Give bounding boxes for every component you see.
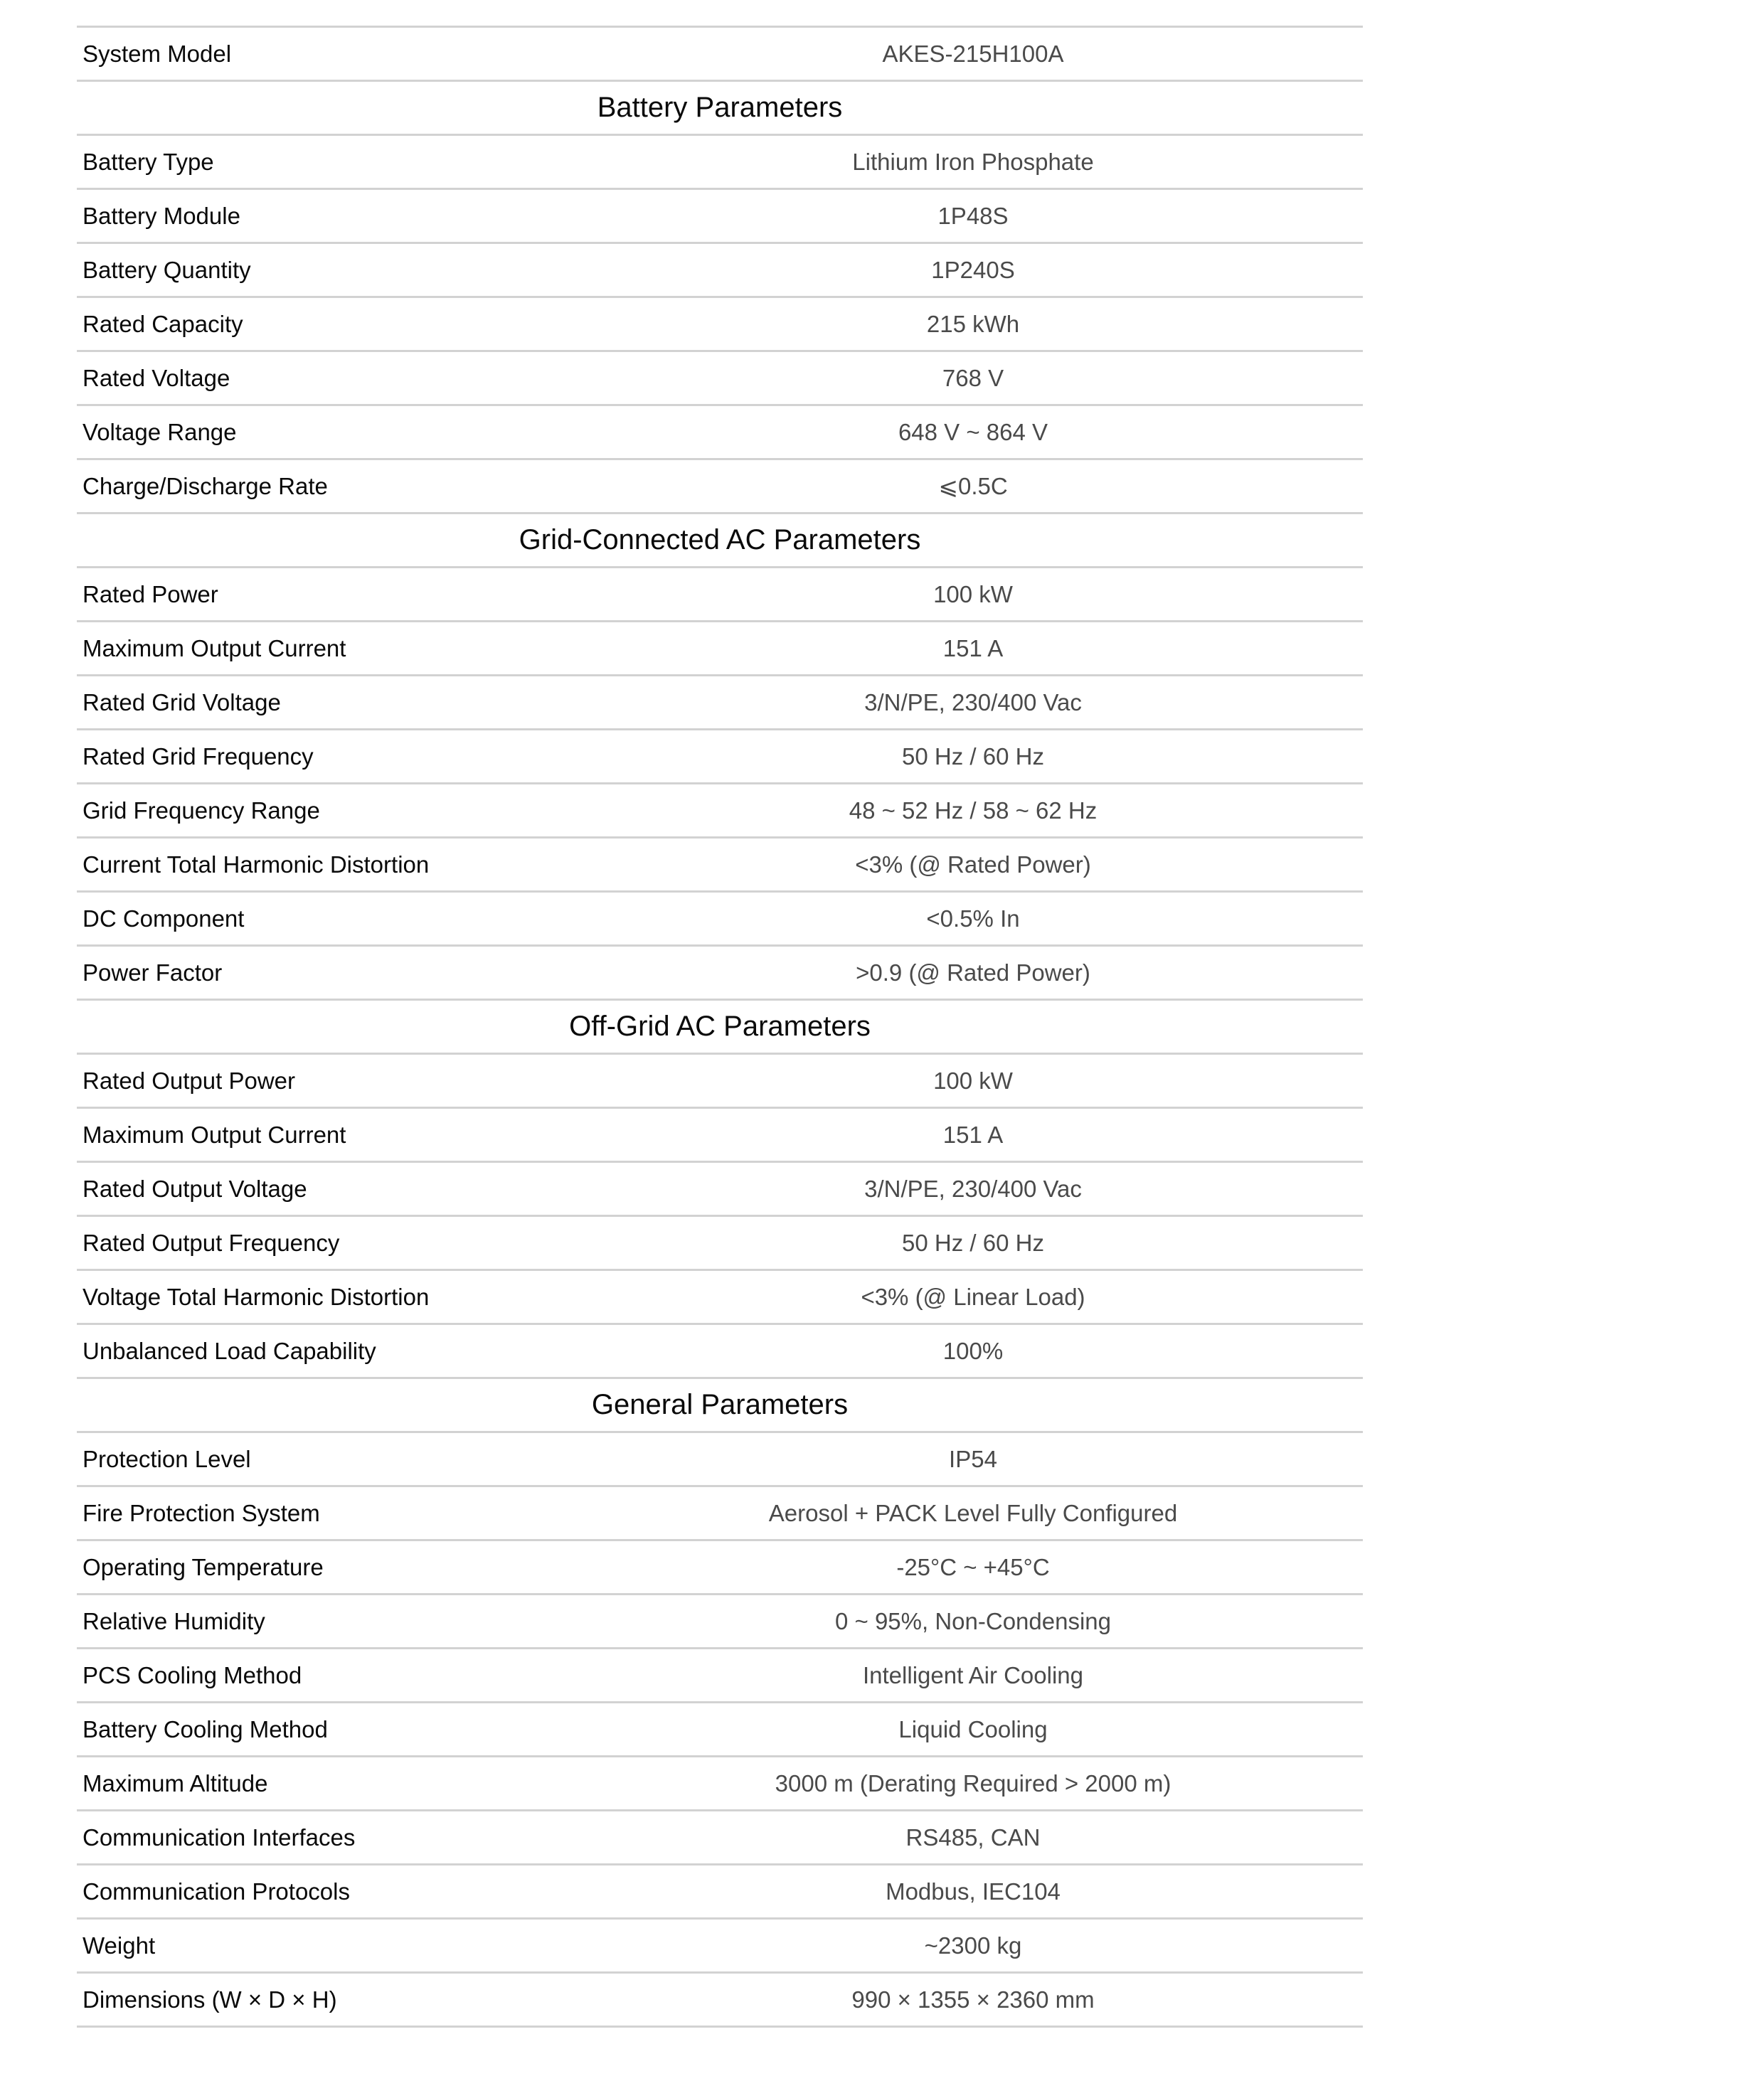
- table-row: [77, 135, 1363, 189]
- table-row: [77, 27, 1363, 81]
- row-value: <3% (@ Rated Power): [583, 838, 1363, 892]
- table-row: [77, 1919, 1363, 1973]
- row-value: 151 A: [583, 1108, 1363, 1162]
- row-label: DC Component: [77, 892, 583, 946]
- row-value: 1P240S: [583, 243, 1363, 297]
- row-value: IP54: [583, 1432, 1363, 1486]
- row-label: Relative Humidity: [77, 1595, 583, 1649]
- row-value: <0.5% In: [583, 892, 1363, 946]
- table-row: [77, 1324, 1363, 1378]
- row-label: Rated Grid Frequency: [77, 730, 583, 784]
- table-row: [77, 405, 1363, 459]
- row-label: Voltage Range: [77, 405, 583, 459]
- row-label: Protection Level: [77, 1432, 583, 1486]
- row-label: Weight: [77, 1919, 583, 1973]
- row-label: Communication Interfaces: [77, 1811, 583, 1865]
- row-label: Maximum Output Current: [77, 622, 583, 676]
- table-row: [77, 946, 1363, 1000]
- table-row: [77, 622, 1363, 676]
- table-row: [77, 1162, 1363, 1216]
- row-value: -25°C ~ +45°C: [583, 1540, 1363, 1595]
- row-value: 50 Hz / 60 Hz: [583, 730, 1363, 784]
- table-row: [77, 1811, 1363, 1865]
- row-label: Battery Cooling Method: [77, 1703, 583, 1757]
- section-title-battery: Battery Parameters: [77, 81, 1363, 135]
- row-value: 3000 m (Derating Required > 2000 m): [583, 1757, 1363, 1811]
- spec-table: [77, 26, 1363, 2028]
- table-row: [77, 459, 1363, 513]
- table-row: [77, 892, 1363, 946]
- row-label: Dimensions (W × D × H): [77, 1973, 583, 2027]
- row-label: Rated Output Voltage: [77, 1162, 583, 1216]
- row-value: 100 kW: [583, 568, 1363, 622]
- row-label: Maximum Altitude: [77, 1757, 583, 1811]
- table-row: [77, 1432, 1363, 1486]
- table-row: [77, 351, 1363, 405]
- row-value: 50 Hz / 60 Hz: [583, 1216, 1363, 1270]
- row-value: 768 V: [583, 351, 1363, 405]
- section-header-row: [77, 1378, 1363, 1432]
- table-row: [77, 676, 1363, 730]
- row-label: Fire Protection System: [77, 1486, 583, 1540]
- row-value: 215 kWh: [583, 297, 1363, 351]
- row-label: Power Factor: [77, 946, 583, 1000]
- row-label: System Model: [77, 27, 583, 81]
- section-title-general: General Parameters: [77, 1378, 1363, 1432]
- row-value: 100%: [583, 1324, 1363, 1378]
- row-value: Liquid Cooling: [583, 1703, 1363, 1757]
- row-label: Battery Type: [77, 135, 583, 189]
- row-label: Rated Voltage: [77, 351, 583, 405]
- section-title-grid: Grid-Connected AC Parameters: [77, 513, 1363, 568]
- row-value: <3% (@ Linear Load): [583, 1270, 1363, 1324]
- table-row: [77, 730, 1363, 784]
- table-row: [77, 568, 1363, 622]
- table-row: [77, 1540, 1363, 1595]
- row-label: PCS Cooling Method: [77, 1649, 583, 1703]
- row-value: Intelligent Air Cooling: [583, 1649, 1363, 1703]
- row-label: Maximum Output Current: [77, 1108, 583, 1162]
- row-value: 100 kW: [583, 1054, 1363, 1108]
- section-header-row: [77, 81, 1363, 135]
- row-label: Operating Temperature: [77, 1540, 583, 1595]
- table-row: [77, 1649, 1363, 1703]
- table-row: [77, 1703, 1363, 1757]
- table-row: [77, 838, 1363, 892]
- section-title-offgrid: Off-Grid AC Parameters: [77, 1000, 1363, 1054]
- table-row: [77, 189, 1363, 243]
- row-value: 1P48S: [583, 189, 1363, 243]
- table-row: [77, 1595, 1363, 1649]
- row-label: Charge/Discharge Rate: [77, 459, 583, 513]
- section-header-row: [77, 1000, 1363, 1054]
- row-value: Lithium Iron Phosphate: [583, 135, 1363, 189]
- row-value: ~2300 kg: [583, 1919, 1363, 1973]
- row-label: Rated Output Power: [77, 1054, 583, 1108]
- row-value: Modbus, IEC104: [583, 1865, 1363, 1919]
- table-row: [77, 243, 1363, 297]
- row-value: 3/N/PE, 230/400 Vac: [583, 676, 1363, 730]
- table-row: [77, 1108, 1363, 1162]
- table-row: [77, 1973, 1363, 2027]
- row-label: Battery Quantity: [77, 243, 583, 297]
- row-label: Communication Protocols: [77, 1865, 583, 1919]
- row-value: Aerosol + PACK Level Fully Configured: [583, 1486, 1363, 1540]
- row-label: Rated Grid Voltage: [77, 676, 583, 730]
- row-value: 648 V ~ 864 V: [583, 405, 1363, 459]
- row-label: Rated Capacity: [77, 297, 583, 351]
- row-value: 0 ~ 95%, Non-Condensing: [583, 1595, 1363, 1649]
- table-row: [77, 1054, 1363, 1108]
- row-value: 990 × 1355 × 2360 mm: [583, 1973, 1363, 2027]
- row-label: Rated Output Frequency: [77, 1216, 583, 1270]
- row-label: Current Total Harmonic Distortion: [77, 838, 583, 892]
- row-value: 3/N/PE, 230/400 Vac: [583, 1162, 1363, 1216]
- section-header-row: [77, 513, 1363, 568]
- row-label: Battery Module: [77, 189, 583, 243]
- table-row: [77, 297, 1363, 351]
- table-row: [77, 1757, 1363, 1811]
- row-value: 151 A: [583, 622, 1363, 676]
- table-row: [77, 1216, 1363, 1270]
- row-label: Grid Frequency Range: [77, 784, 583, 838]
- table-row: [77, 1486, 1363, 1540]
- row-label: Rated Power: [77, 568, 583, 622]
- row-value: RS485, CAN: [583, 1811, 1363, 1865]
- row-value: 48 ~ 52 Hz / 58 ~ 62 Hz: [583, 784, 1363, 838]
- row-value: >0.9 (@ Rated Power): [583, 946, 1363, 1000]
- row-value: ⩽0.5C: [583, 459, 1363, 513]
- row-label: Voltage Total Harmonic Distortion: [77, 1270, 583, 1324]
- row-value: AKES-215H100A: [583, 27, 1363, 81]
- table-row: [77, 1865, 1363, 1919]
- row-label: Unbalanced Load Capability: [77, 1324, 583, 1378]
- table-row: [77, 1270, 1363, 1324]
- table-row: [77, 784, 1363, 838]
